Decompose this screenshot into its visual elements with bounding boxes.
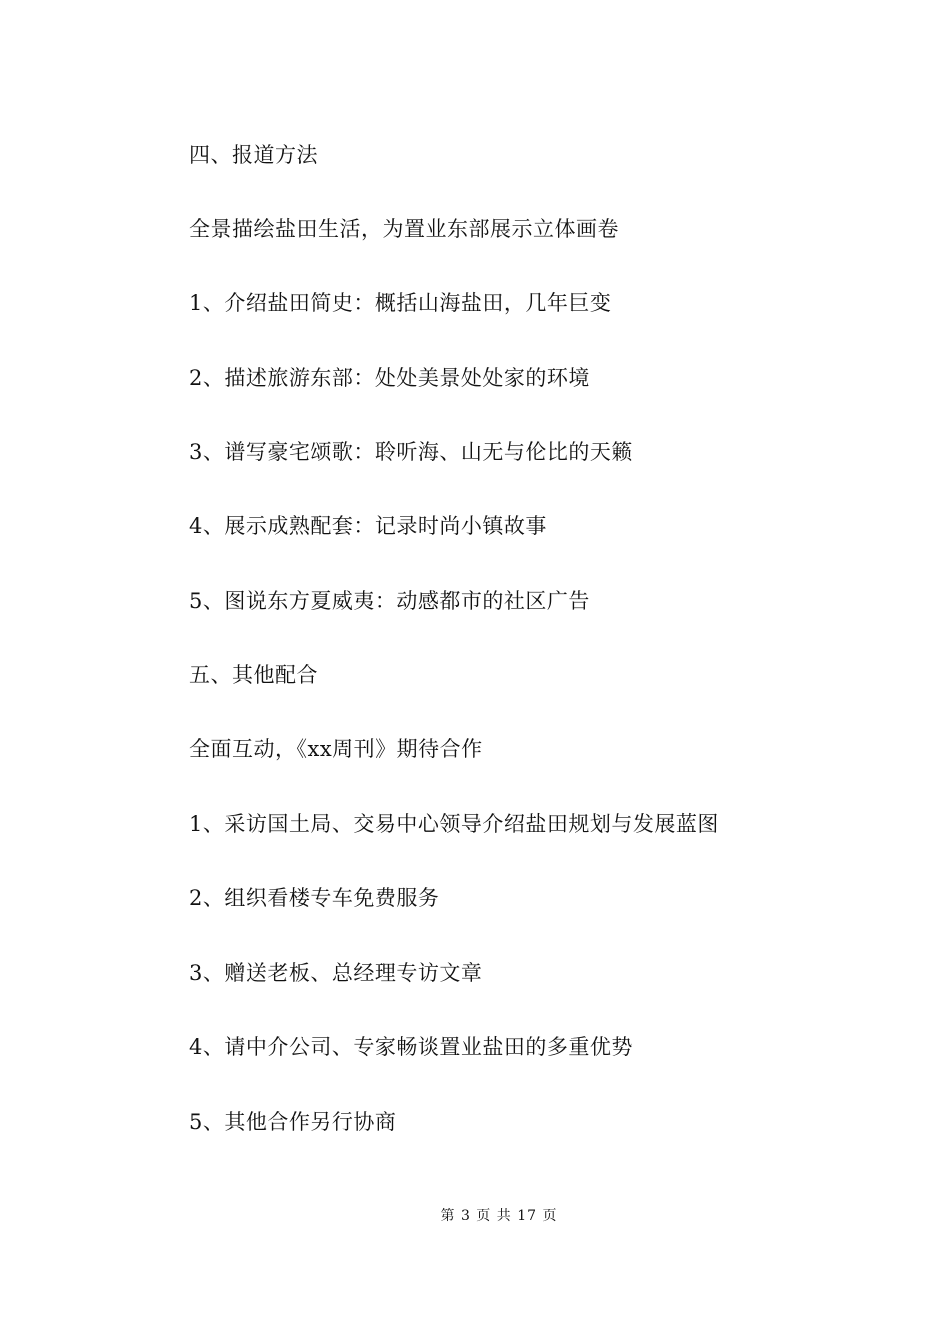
list-item: 2、描述旅游东部：处处美景处处家的环境 [189,366,590,390]
list-item: 3、谱写豪宅颂歌：聆听海、山无与伦比的天籁 [189,440,633,464]
list-item: 1、采访国土局、交易中心领导介绍盐田规划与发展蓝图 [189,812,719,836]
list-item: 2、组织看楼专车免费服务 [189,886,440,910]
list-item: 5、图说东方夏威夷：动感都市的社区广告 [189,589,590,613]
list-item: 1、介绍盐田简史：概括山海盐田，几年巨变 [189,291,612,315]
page-footer [0,1207,950,1225]
list-item: 4、展示成熟配套：记录时尚小镇故事 [189,514,547,538]
paragraph-line: 全景描绘盐田生活，为置业东部展示立体画卷 [189,217,619,241]
paragraph-line: 全面互动，《xx周刊》期待合作 [189,737,483,761]
section-heading-reporting-method: 四、报道方法 [189,143,318,167]
section-heading-other-cooperation: 五、其他配合 [189,663,318,687]
list-item: 4、请中介公司、专家畅谈置业盐田的多重优势 [189,1035,633,1059]
list-item: 3、赠送老板、总经理专访文章 [189,961,483,985]
list-item: 5、其他合作另行协商 [189,1110,397,1134]
page-number: 第 3 页 共 17 页 [440,1208,558,1224]
